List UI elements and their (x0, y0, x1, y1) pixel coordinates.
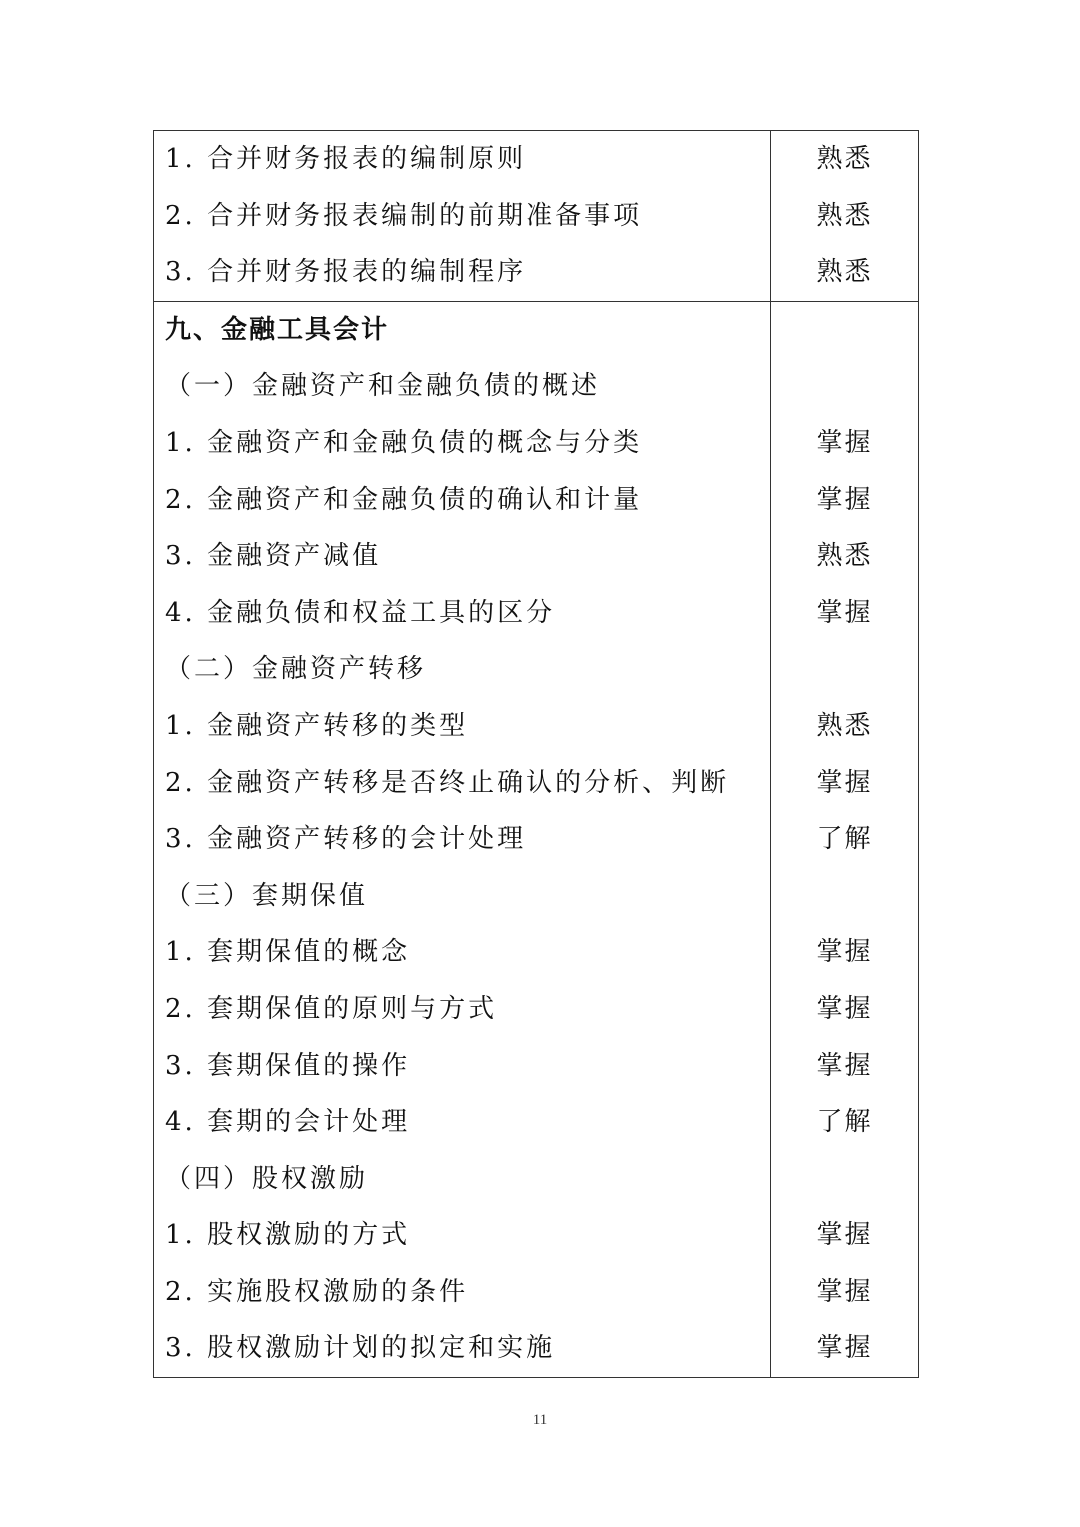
requirement-level (771, 868, 918, 925)
syllabus-item-text: 3. 金融资产减值 (165, 541, 382, 572)
syllabus-item-text: 3. 金融资产转移的会计处理 (165, 824, 527, 855)
requirement-level: 掌握 (816, 1333, 873, 1364)
requirement-level: 掌握 (816, 484, 873, 515)
syllabus-item-text: 2. 套期保值的原则与方式 (165, 993, 498, 1024)
syllabus-item-text: 2. 金融资产转移是否终止确认的分析、判断 (165, 767, 730, 798)
requirement-level: 熟悉 (816, 257, 873, 288)
syllabus-item-text: （一）金融资产和金融负债的概述 (165, 371, 601, 402)
syllabus-item-text: 1. 金融资产转移的类型 (165, 710, 469, 741)
table-group-row (154, 131, 919, 302)
syllabus-item-text: 2. 金融资产和金融负债的确认和计量 (165, 484, 643, 515)
syllabus-item-text: 2. 合并财务报表编制的前期准备事项 (165, 200, 643, 231)
syllabus-item-text: （四）股权激励 (165, 1163, 369, 1194)
item-column-cell (154, 131, 771, 302)
syllabus-item-text: 3. 合并财务报表的编制程序 (165, 257, 527, 288)
requirement-level: 掌握 (816, 937, 873, 968)
table-group-row (154, 301, 919, 1377)
syllabus-item-text: 4. 套期的会计处理 (165, 1107, 411, 1138)
syllabus-item-text: （二）金融资产转移 (165, 654, 427, 685)
syllabus-item-text: 1. 金融资产和金融负债的概念与分类 (165, 427, 643, 458)
item-column-cell (154, 301, 771, 1377)
requirement-level: 掌握 (816, 767, 873, 798)
syllabus-item-text: （三）套期保值 (165, 880, 369, 911)
requirement-level: 掌握 (816, 427, 873, 458)
syllabus-table-body (154, 131, 919, 1378)
requirement-level: 掌握 (816, 1276, 873, 1307)
syllabus-item-text: 1. 合并财务报表的编制原则 (165, 144, 527, 174)
syllabus-table (153, 130, 919, 1378)
syllabus-item-text: 3. 套期保值的操作 (165, 1050, 411, 1081)
requirement-level (771, 1151, 918, 1208)
syllabus-item-text: 3. 股权激励计划的拟定和实施 (165, 1333, 556, 1364)
syllabus-item-text: 1. 股权激励的方式 (165, 1220, 411, 1251)
requirement-column-cell (771, 131, 919, 302)
requirement-level: 熟悉 (816, 710, 873, 741)
section-heading: 九、金融工具会计 (165, 314, 390, 345)
requirement-level: 掌握 (816, 1220, 873, 1251)
requirement-level: 掌握 (816, 597, 873, 628)
requirement-level: 熟悉 (816, 541, 873, 572)
requirement-level (771, 641, 918, 698)
page-number: 11 (532, 1412, 548, 1428)
requirement-level: 了解 (816, 824, 873, 855)
requirement-level (771, 358, 918, 415)
requirement-level: 掌握 (816, 993, 873, 1024)
requirement-level: 熟悉 (816, 144, 873, 174)
syllabus-item-text: 1. 套期保值的概念 (165, 937, 411, 968)
requirement-level (771, 302, 918, 359)
requirement-column-cell (771, 301, 919, 1377)
syllabus-item-text: 2. 实施股权激励的条件 (165, 1276, 469, 1307)
syllabus-item-text: 4. 金融负债和权益工具的区分 (165, 597, 556, 628)
requirement-level: 了解 (816, 1107, 873, 1138)
requirement-level: 熟悉 (816, 200, 873, 231)
requirement-level: 掌握 (816, 1050, 873, 1081)
